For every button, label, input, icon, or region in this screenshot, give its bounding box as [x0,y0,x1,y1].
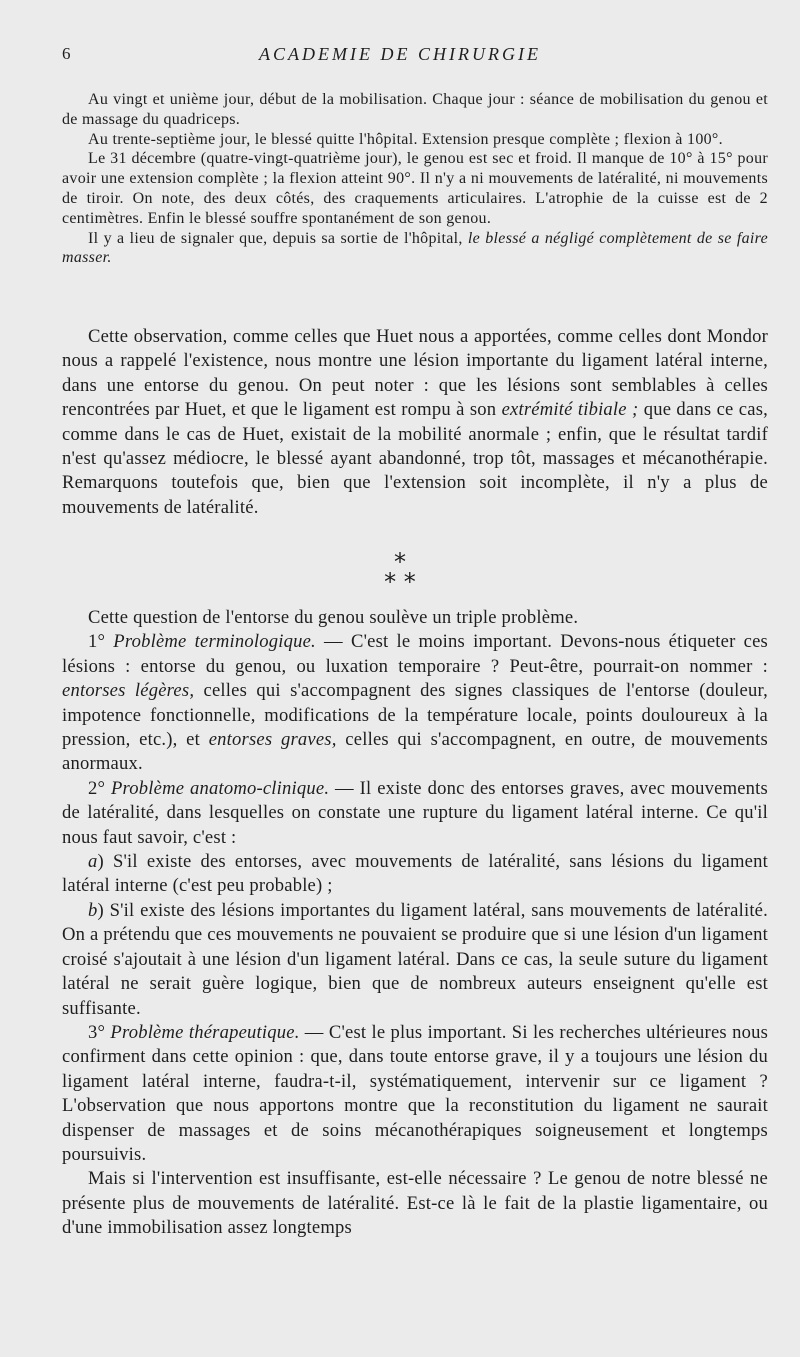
case-text: Il y a lieu de signaler que, depuis sa sortie de l'hôpital, [88,229,468,247]
sub-question-a [62,850,768,899]
problem-title: Problème thérapeutique. [110,1021,300,1043]
problem-emphasis: entorses graves, [208,729,337,751]
running-title: ACADEMIE DE CHIRURGIE [259,44,541,64]
problem-text: — C'est le plus important. Si les recherches ultérieures nous confirment dans cette opinion : que, dans toute entorse grave, il y a toujours une lésion du ligament latéral interne, faudra-t-il, systématiquement, intervenir sur ce ligament ? L'observation que nous apportons montre que la reconstitution du ligament ne saurait dispenser de massages et de soins mécanothérapiques soigneusement et longtemps poursuivis. [62,1021,768,1165]
observation-text: Cette observation, comme celles que Huet nous a apportées, comme celles dont Mondor nous a rappelé l'existence, nous montre une lésion importante du ligament latéral interne, dans une entorse du genou. On peut noter : que les lésions sont semblables à celles rencontrées par Huet, et que le ligament est rompu à son [62,326,768,421]
problem-number: 1° [88,631,114,653]
problem-text: celles qui s'accompagnent, en outre, de mouvements anormaux. [62,729,768,775]
separator-top: * [394,548,406,576]
case-paragraph: Le 31 décembre (quatre-vingt-quatrième jour), le genou est sec et froid. Il manque de 10° à 15° pour avoir une extension complète ; la flexion atteint 90°. Il n'y a ni mouvements de latéralité, ni mouvements de tiroir. On note, des deux côtés, des craquements articulaires. L'atrophie de la cuisse est de 2 centimètres. Enfin le blessé souffre spontanément de son genou. [62,150,768,227]
sub-question-text: ) S'il existe des entorses, avec mouvements de latéralité, sans lésions du ligament latéral interne (c'est peu probable) ; [62,851,768,897]
problem-text: — C'est le moins important. Devons-nous étiqueter ces lésions : entorse du genou, ou luxation temporaire ? Peut-être, pourrait-on nommer : [62,631,768,677]
observation-section [62,325,768,520]
case-paragraph: Au vingt et unième jour, début de la mobilisation. Chaque jour : séance de mobilisation du genou et de massage du quadriceps. [62,91,768,128]
observation-emphasis: extrémité tibiale ; [501,399,639,421]
problem-emphasis: entorses légères, [62,680,195,702]
problem-text: celles qui s'accompagnent des signes classiques de l'entorse (douleur, impotence fonctionnelle, modifications de la température locale, points douloureux à la pression, etc.), et [62,680,768,751]
case-paragraph [62,229,768,269]
observation-text: que dans ce cas, comme dans le cas de Huet, existait de la mobilité anormale ; enfin, que le résultat tardif n'est qu'assez médiocre, le blessé ayant abandonné, trop tôt, massages et mécanothérapie. Remarquons toutefois que, bien que l'extension soit incomplète, il n'y a plus de mouvements de latéralité. [62,399,768,518]
sub-question-text: ) S'il existe des lésions importantes du ligament latéral, sans mouvements de latéralité. On a prétendu que ces mouvements ne pouvaient se produire que si une lésion d'un ligament croisé s'ajoutait à une lésion d'un ligament latéral. Dans ce cas, la seule suture du ligament latéral ne serait guère logique, bien que de nombreux auteurs enseignent qu'elle est suffisante. [62,899,768,1019]
separator-bottom: * * [384,568,416,596]
sub-question-letter: b [88,899,98,921]
problems-section [62,606,768,1241]
closing-paragraph: Mais si l'intervention est insuffisante, est-elle nécessaire ? Le genou de notre blessé ne présente plus de mouvements de latéralité. Est-ce là le fait de la plastie ligamentaire, ou d'une immobilisation assez longtemps [62,1168,768,1239]
problem-text: — Il existe donc des entorses graves, avec mouvements de latéralité, dans lesquelles on constate une rupture du ligament latéral interne. Ce qu'il nous faut savoir, c'est : [62,777,768,848]
case-emphasis: le blessé a négligé complètement de se faire masser. [62,229,768,267]
problem-therapeutique [62,1021,768,1167]
problem-number: 3° [88,1021,111,1043]
problem-title: Problème terminologique. [113,631,316,653]
problem-anatomo-clinique [62,777,768,850]
observation-paragraph [62,325,768,520]
problem-title: Problème anatomo-clinique. [110,777,330,799]
problems-intro: Cette question de l'entorse du genou soulève un triple problème. [88,607,579,628]
case-paragraph: Au trente-septième jour, le blessé quitte l'hôpital. Extension presque complète ; flexion à 100°. [88,130,723,148]
sub-question-letter: a [88,851,98,873]
sub-question-b [62,899,768,1021]
section-separator [0,548,800,596]
page-number: 6 [62,44,71,63]
problem-number: 2° [88,777,111,799]
problem-terminologique [62,630,768,776]
page-header [0,44,800,72]
case-report-section [62,90,768,268]
